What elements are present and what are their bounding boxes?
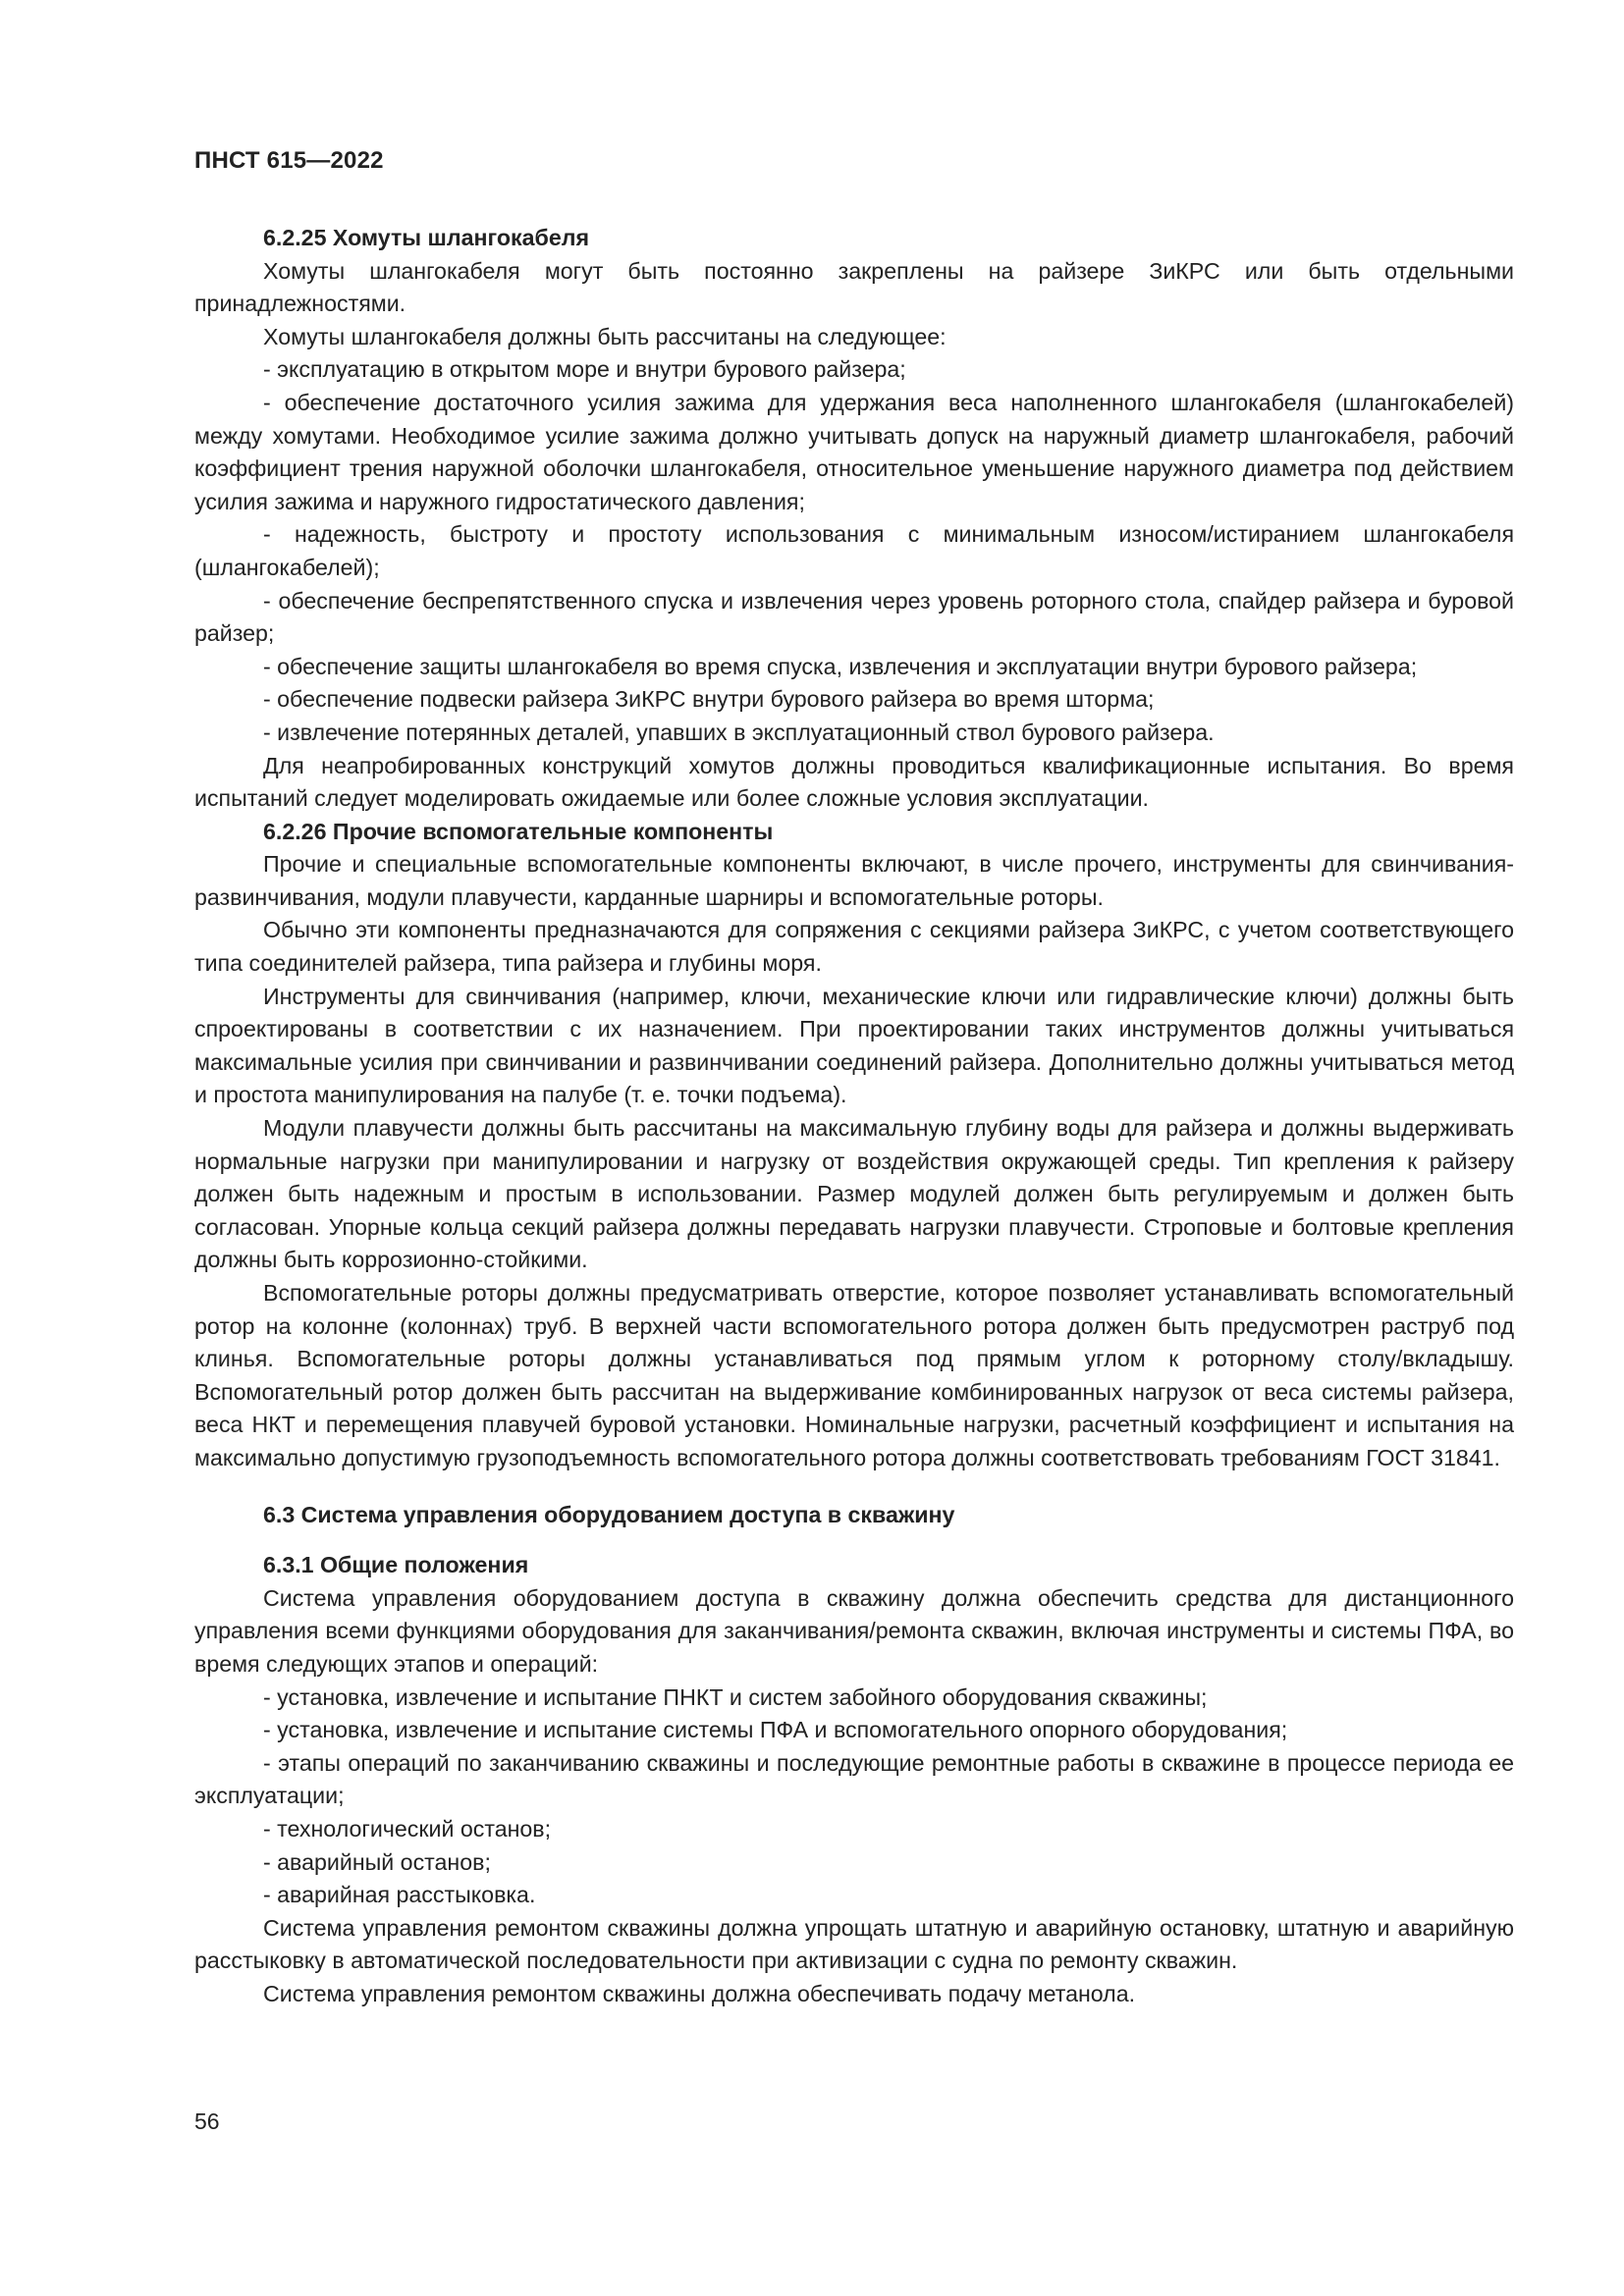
paragraph: Модули плавучести должны быть рассчитаны на максимальную глубину воды для райзера и должны выдерживать нормальные нагрузки при манипулировании и нагрузку от воздействия окружающей среды. Тип крепления к райзеру должен быть надежным и простым в использовании. Размер модулей должен быть регулируемым и должен быть согласован. Упорные кольца секций райзера должны передавать нагрузки плавучести. Строповые и болтовые крепления должны быть коррозионно-стойкими. [194, 1115, 1514, 1273]
list-item: - аварийный останов; [263, 1848, 491, 1875]
document-id-header: ПНСТ 615—2022 [194, 147, 384, 174]
paragraph: Система управления ремонтом скважины должна обеспечивать подачу метанола. [263, 1980, 1136, 2006]
list-item: - обеспечение беспрепятственного спуска и извлечения через уровень роторного стола, спайдер райзера и буровой райзер; [194, 587, 1514, 647]
list-item: - обеспечение подвески райзера ЗиКРС внутри бурового райзера во время шторма; [263, 686, 1155, 713]
list-item: - обеспечение защиты шлангокабеля во время спуска, извлечения и эксплуатации внутри бурового райзера; [263, 653, 1418, 679]
list-item: - этапы операций по заканчиванию скважины и последующие ремонтные работы в скважине в процессе периода ее эксплуатации; [194, 1749, 1514, 1809]
paragraph: Система управления оборудованием доступа в скважину должна обеспечить средства для дистанционного управления всеми функциями оборудования для заканчивания/ремонта скважин, включая инструменты и системы ПФА, во время следующих этапов и операций: [194, 1584, 1514, 1677]
list-item: - установка, извлечение и испытание системы ПФА и вспомогательного опорного оборудования; [263, 1717, 1288, 1743]
page-number: 56 [194, 2109, 220, 2134]
section-heading-6-2-26: 6.2.26 Прочие вспомогательные компоненты [263, 818, 774, 844]
list-item: - аварийная расстыковка. [263, 1882, 536, 1908]
paragraph: Хомуты шлангокабеля должны быть рассчитаны на следующее: [263, 323, 947, 349]
paragraph: Для неапробированных конструкций хомутов должны проводиться квалификационные испытания. Во время испытаний следует моделировать ожидаемые или более сложные условия эксплуатации. [194, 752, 1514, 812]
document-body [194, 222, 1514, 2010]
section-heading-6-2-25: 6.2.25 Хомуты шлангокабеля [263, 225, 590, 250]
section-heading-6-3-1: 6.3.1 Общие положения [263, 1552, 529, 1578]
list-item: - извлечение потерянных деталей, упавших в эксплуатационный ствол бурового райзера. [263, 719, 1215, 745]
paragraph: Система управления ремонтом скважины должна упрощать штатную и аварийную остановку, штатную и аварийную расстыковку в автоматической последовательности при активизации с судна по ремонту скважин. [194, 1914, 1514, 1974]
section-heading-6-3: 6.3 Система управления оборудованием доступа в скважину [263, 1501, 955, 1527]
list-item: - эксплуатацию в открытом море и внутри бурового райзера; [263, 356, 906, 383]
paragraph: Вспомогательные роторы должны предусматривать отверстие, которое позволяет устанавливать вспомогательный ротор на колонне (колоннах) труб. В верхней части вспомогательного ротора должен быть предусмотрен раструб под клинья. Вспомогательные роторы должны устанавливаться под прямым углом к роторному столу/вкладышу. Вспомогательный ротор должен быть рассчитан на выдерживание комбинированных нагрузок от веса системы райзера, веса НКТ и перемещения плавучей буровой установки. Номинальные нагрузки, расчетный коэффициент и испытания на максимально допустимую грузоподъемность вспомогательного ротора должны соответствовать требованиям ГОСТ 31841. [194, 1280, 1514, 1470]
list-item: - установка, извлечение и испытание ПНКТ и систем забойного оборудования скважины; [263, 1683, 1208, 1710]
list-item: - обеспечение достаточного усилия зажима для удержания веса наполненного шлангокабеля (шлангокабелей) между хомутами. Необходимое усилие зажима должно учитывать допуск на наружный диаметр шлангокабеля, рабочий коэффициент трения наружной оболочки шлангокабеля, относительное уменьшение наружного диаметра под действием усилия зажима и наружного гидростатического давления; [194, 389, 1514, 514]
paragraph: Обычно эти компоненты предназначаются для сопряжения с секциями райзера ЗиКРС, с учетом соответствующего типа соединителей райзера, типа райзера и глубины моря. [194, 917, 1514, 977]
paragraph: Инструменты для свинчивания (например, ключи, механические ключи или гидравлические ключи) должны быть спроектированы в соответствии с их назначением. При проектировании таких инструментов должны учитываться максимальные усилия при свинчивании и развинчивании соединений райзера. Дополнительно должны учитываться метод и простота манипулирования на палубе (т. е. точки подъема). [194, 983, 1514, 1108]
list-item: - надежность, быстроту и простоту использования с минимальным износом/истиранием шлангокабеля (шлангокабелей); [194, 521, 1514, 580]
list-item: - технологический останов; [263, 1815, 552, 1842]
paragraph: Прочие и специальные вспомогательные компоненты включают, в числе прочего, инструменты для свинчивания-развинчивания, модули плавучести, карданные шарниры и вспомогательные роторы. [194, 851, 1514, 910]
paragraph: Хомуты шлангокабеля могут быть постоянно закреплены на райзере ЗиКРС или быть отдельными принадлежностями. [194, 257, 1514, 317]
